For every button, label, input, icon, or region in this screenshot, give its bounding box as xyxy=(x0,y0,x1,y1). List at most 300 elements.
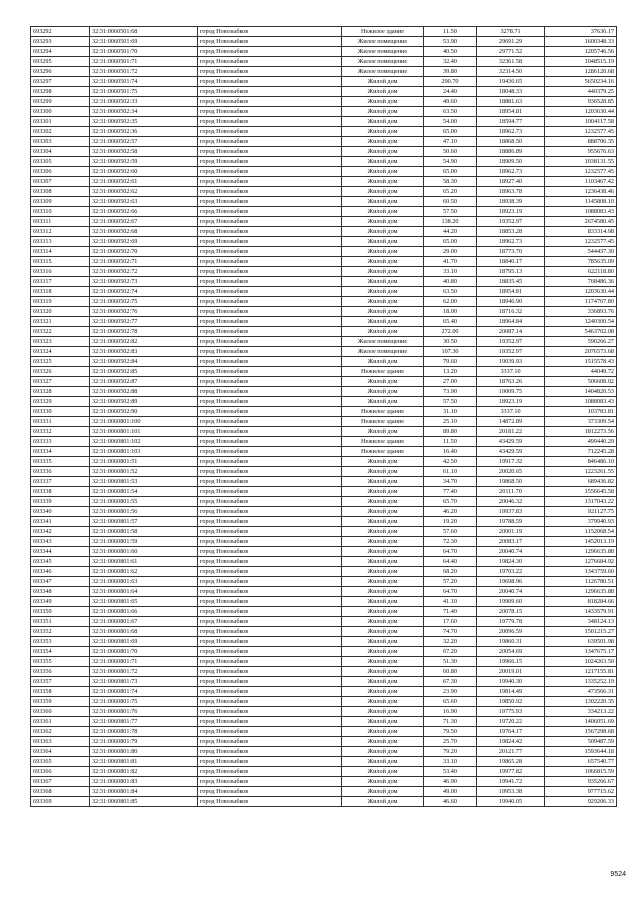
area-cell: 74.70 xyxy=(424,627,477,637)
specific-value-cell: 19953.38 xyxy=(477,787,545,797)
location-cell: город Новозыбков xyxy=(198,97,342,107)
location-cell: город Новозыбков xyxy=(198,117,342,127)
area-cell: 63.50 xyxy=(424,287,477,297)
location-cell: город Новозыбков xyxy=(198,77,342,87)
table-row xyxy=(31,57,617,67)
row-number-cell: 693318 xyxy=(31,287,90,297)
area-cell: 65.00 xyxy=(424,167,477,177)
object-type-cell: Жилой дом xyxy=(342,577,424,587)
row-number-cell: 693316 xyxy=(31,267,90,277)
object-type-cell: Жилое помещение xyxy=(342,337,424,347)
specific-value-cell: 20046.32 xyxy=(477,497,545,507)
cadastral-number-cell: 32:31:0060502:72 xyxy=(90,267,198,277)
object-type-cell: Нежилое здание xyxy=(342,407,424,417)
table-row xyxy=(31,407,617,417)
object-type-cell: Жилой дом xyxy=(342,747,424,757)
specific-value-cell: 19966.15 xyxy=(477,657,545,667)
cadastral-number-cell: 32:31:0060502:62 xyxy=(90,187,198,197)
object-type-cell: Жилой дом xyxy=(342,517,424,527)
location-cell: город Новозыбков xyxy=(198,697,342,707)
cadastral-value-cell: 373309.54 xyxy=(545,417,617,427)
area-cell: 79.50 xyxy=(424,727,477,737)
specific-value-cell: 18927.40 xyxy=(477,177,545,187)
area-cell: 68.20 xyxy=(424,567,477,577)
cadastral-value-cell: 5650234.16 xyxy=(545,77,617,87)
cadastral-number-cell: 32:31:0060502:88 xyxy=(90,387,198,397)
row-number-cell: 693295 xyxy=(31,57,90,67)
cadastral-number-cell: 32:31:0060502:78 xyxy=(90,327,198,337)
cadastral-value-cell: 2076573.68 xyxy=(545,347,617,357)
location-cell: город Новозыбков xyxy=(198,197,342,207)
object-type-cell: Жилой дом xyxy=(342,137,424,147)
table-row xyxy=(31,597,617,607)
cadastral-number-cell: 32:31:0060502:34 xyxy=(90,107,198,117)
location-cell: город Новозыбков xyxy=(198,107,342,117)
cadastral-value-cell: 348124.13 xyxy=(545,617,617,627)
specific-value-cell: 19940.05 xyxy=(477,797,545,807)
object-type-cell: Жилой дом xyxy=(342,657,424,667)
specific-value-cell: 20121.77 xyxy=(477,747,545,757)
table-row xyxy=(31,687,617,697)
cadastral-value-cell: 590266.27 xyxy=(545,337,617,347)
row-number-cell: 693310 xyxy=(31,207,90,217)
specific-value-cell: 19720.22 xyxy=(477,717,545,727)
cadastral-value-cell: 1232577.45 xyxy=(545,167,617,177)
cadastral-value-cell: 1302220.35 xyxy=(545,697,617,707)
table-row xyxy=(31,87,617,97)
table-row xyxy=(31,457,617,467)
area-cell: 46.90 xyxy=(424,777,477,787)
specific-value-cell: 18946.90 xyxy=(477,297,545,307)
cadastral-value-cell: 846486.10 xyxy=(545,457,617,467)
area-cell: 64.70 xyxy=(424,547,477,557)
cadastral-value-cell: 1038131.55 xyxy=(545,157,617,167)
location-cell: город Новозыбков xyxy=(198,457,342,467)
specific-value-cell: 20001.19 xyxy=(477,527,545,537)
specific-value-cell: 19352.97 xyxy=(477,347,545,357)
cadastral-number-cell: 32:31:0060801:59 xyxy=(90,537,198,547)
specific-value-cell: 18923.19 xyxy=(477,207,545,217)
specific-value-cell: 18795.13 xyxy=(477,267,545,277)
row-number-cell: 693365 xyxy=(31,757,90,767)
specific-value-cell: 18964.84 xyxy=(477,317,545,327)
row-number-cell: 693342 xyxy=(31,527,90,537)
location-cell: город Новозыбков xyxy=(198,527,342,537)
row-number-cell: 693344 xyxy=(31,547,90,557)
cadastral-value-cell: 1317043.22 xyxy=(545,497,617,507)
cadastral-number-cell: 32:31:0060502:70 xyxy=(90,247,198,257)
cadastral-value-cell: 1812273.56 xyxy=(545,427,617,437)
cadastral-number-cell: 32:31:0060502:82 xyxy=(90,337,198,347)
table-row xyxy=(31,697,617,707)
cadastral-number-cell: 32:31:0060502:89 xyxy=(90,397,198,407)
object-type-cell: Жилой дом xyxy=(342,177,424,187)
row-number-cell: 693359 xyxy=(31,697,90,707)
table-row xyxy=(31,447,617,457)
table-row xyxy=(31,137,617,147)
area-cell: 57.20 xyxy=(424,577,477,587)
cadastral-value-cell: 929206.33 xyxy=(545,797,617,807)
specific-value-cell: 19698.96 xyxy=(477,577,545,587)
row-number-cell: 693367 xyxy=(31,777,90,787)
cadastral-number-cell: 32:31:0060801:60 xyxy=(90,547,198,557)
area-cell: 19.20 xyxy=(424,517,477,527)
cadastral-number-cell: 32:31:0060502:73 xyxy=(90,277,198,287)
table-row xyxy=(31,497,617,507)
row-number-cell: 693333 xyxy=(31,437,90,447)
location-cell: город Новозыбков xyxy=(198,477,342,487)
object-type-cell: Жилой дом xyxy=(342,477,424,487)
location-cell: город Новозыбков xyxy=(198,537,342,547)
cadastral-value-cell: 1556645.58 xyxy=(545,487,617,497)
cadastral-value-cell: 1205746.56 xyxy=(545,47,617,57)
cadastral-number-cell: 32:31:0060502:59 xyxy=(90,157,198,167)
cadastral-value-cell: 888706.35 xyxy=(545,137,617,147)
specific-value-cell: 3278.71 xyxy=(477,27,545,37)
location-cell: город Новозыбков xyxy=(198,607,342,617)
cadastral-number-cell: 32:31:0060501:72 xyxy=(90,67,198,77)
cadastral-number-cell: 32:31:0060502:77 xyxy=(90,317,198,327)
location-cell: город Новозыбков xyxy=(198,587,342,597)
object-type-cell: Жилой дом xyxy=(342,697,424,707)
cadastral-number-cell: 32:31:0060801:80 xyxy=(90,747,198,757)
cadastral-number-cell: 32:31:0060801:68 xyxy=(90,627,198,637)
location-cell: город Новозыбков xyxy=(198,597,342,607)
cadastral-value-cell: 1343759.60 xyxy=(545,567,617,577)
table-row xyxy=(31,537,617,547)
area-cell: 51.30 xyxy=(424,657,477,667)
object-type-cell: Жилой дом xyxy=(342,317,424,327)
area-cell: 33.10 xyxy=(424,757,477,767)
table-row xyxy=(31,27,617,37)
table-row xyxy=(31,567,617,577)
cadastral-value-cell: 1145808.10 xyxy=(545,197,617,207)
cadastral-number-cell: 32:31:0060801:69 xyxy=(90,637,198,647)
cadastral-number-cell: 32:31:0060801:79 xyxy=(90,737,198,747)
location-cell: город Новозыбков xyxy=(198,557,342,567)
row-number-cell: 693331 xyxy=(31,417,90,427)
table-row xyxy=(31,227,617,237)
object-type-cell: Нежилое здание xyxy=(342,417,424,427)
cadastral-number-cell: 32:31:0060502:69 xyxy=(90,237,198,247)
specific-value-cell: 19824.42 xyxy=(477,737,545,747)
cadastral-value-cell: 1452013.19 xyxy=(545,537,617,547)
row-number-cell: 693332 xyxy=(31,427,90,437)
row-number-cell: 693346 xyxy=(31,567,90,577)
cadastral-value-cell: 37636.17 xyxy=(545,27,617,37)
object-type-cell: Жилой дом xyxy=(342,547,424,557)
cadastral-number-cell: 32:31:0060801:101 xyxy=(90,427,198,437)
area-cell: 16.90 xyxy=(424,707,477,717)
object-type-cell: Жилой дом xyxy=(342,497,424,507)
object-type-cell: Жилой дом xyxy=(342,127,424,137)
row-number-cell: 693354 xyxy=(31,647,90,657)
specific-value-cell: 18594.77 xyxy=(477,117,545,127)
specific-value-cell: 19352.97 xyxy=(477,337,545,347)
area-cell: 11.50 xyxy=(424,437,477,447)
row-number-cell: 693350 xyxy=(31,607,90,617)
row-number-cell: 693328 xyxy=(31,387,90,397)
location-cell: город Новозыбков xyxy=(198,547,342,557)
cadastral-number-cell: 32:31:0060801:56 xyxy=(90,507,198,517)
row-number-cell: 693303 xyxy=(31,137,90,147)
row-number-cell: 693353 xyxy=(31,637,90,647)
cadastral-value-cell: 955676.63 xyxy=(545,147,617,157)
area-cell: 31.10 xyxy=(424,407,477,417)
specific-value-cell: 18868.50 xyxy=(477,137,545,147)
cadastral-value-cell: 334213.22 xyxy=(545,707,617,717)
location-cell: город Новозыбков xyxy=(198,497,342,507)
table-row xyxy=(31,157,617,167)
cadastral-number-cell: 32:31:0060801:76 xyxy=(90,707,198,717)
cadastral-number-cell: 32:31:0060801:51 xyxy=(90,457,198,467)
area-cell: 71.30 xyxy=(424,717,477,727)
location-cell: город Новозыбков xyxy=(198,257,342,267)
object-type-cell: Жилой дом xyxy=(342,537,424,547)
cadastral-value-cell: 689436.82 xyxy=(545,477,617,487)
row-number-cell: 693300 xyxy=(31,107,90,117)
row-number-cell: 693363 xyxy=(31,737,90,747)
cadastral-number-cell: 32:31:0060801:103 xyxy=(90,447,198,457)
specific-value-cell: 18954.81 xyxy=(477,107,545,117)
cadastral-value-cell: 544437.30 xyxy=(545,247,617,257)
object-type-cell: Жилой дом xyxy=(342,457,424,467)
specific-value-cell: 29691.29 xyxy=(477,37,545,47)
area-cell: 41.70 xyxy=(424,257,477,267)
location-cell: город Новозыбков xyxy=(198,407,342,417)
table-row xyxy=(31,107,617,117)
specific-value-cell: 19788.59 xyxy=(477,517,545,527)
row-number-cell: 693326 xyxy=(31,367,90,377)
location-cell: город Новозыбков xyxy=(198,57,342,67)
cadastral-number-cell: 32:31:0060502:63 xyxy=(90,197,198,207)
cadastral-value-cell: 818284.66 xyxy=(545,597,617,607)
area-cell: 77.40 xyxy=(424,487,477,497)
row-number-cell: 693305 xyxy=(31,157,90,167)
row-number-cell: 693313 xyxy=(31,237,90,247)
table-row xyxy=(31,257,617,267)
location-cell: город Новозыбков xyxy=(198,747,342,757)
row-number-cell: 693314 xyxy=(31,247,90,257)
row-number-cell: 693324 xyxy=(31,347,90,357)
row-number-cell: 693368 xyxy=(31,787,90,797)
cadastral-value-cell: 2674580.45 xyxy=(545,217,617,227)
row-number-cell: 693323 xyxy=(31,337,90,347)
cadastral-value-cell: 1296635.88 xyxy=(545,587,617,597)
cadastral-value-cell: 712245.28 xyxy=(545,447,617,457)
cadastral-number-cell: 32:31:0060801:61 xyxy=(90,557,198,567)
row-number-cell: 693309 xyxy=(31,197,90,207)
area-cell: 64.70 xyxy=(424,587,477,597)
object-type-cell: Жилой дом xyxy=(342,527,424,537)
object-type-cell: Жилой дом xyxy=(342,667,424,677)
specific-value-cell: 19860.31 xyxy=(477,637,545,647)
area-cell: 46.60 xyxy=(424,797,477,807)
object-type-cell: Жилой дом xyxy=(342,97,424,107)
cadastral-number-cell: 32:31:0060801:71 xyxy=(90,657,198,667)
row-number-cell: 693339 xyxy=(31,497,90,507)
cadastral-value-cell: 1004117.58 xyxy=(545,117,617,127)
cadastral-value-cell: 1217155.81 xyxy=(545,667,617,677)
cadastral-value-cell: 336893.76 xyxy=(545,307,617,317)
area-cell: 57.50 xyxy=(424,207,477,217)
object-type-cell: Жилое помещение xyxy=(342,47,424,57)
table-row xyxy=(31,757,617,767)
row-number-cell: 693329 xyxy=(31,397,90,407)
specific-value-cell: 20083.17 xyxy=(477,537,545,547)
location-cell: город Новозыбков xyxy=(198,507,342,517)
location-cell: город Новозыбков xyxy=(198,567,342,577)
table-row xyxy=(31,527,617,537)
object-type-cell: Нежилое здание xyxy=(342,447,424,457)
object-type-cell: Жилой дом xyxy=(342,507,424,517)
row-number-cell: 693361 xyxy=(31,717,90,727)
table-row xyxy=(31,337,617,347)
object-type-cell: Жилой дом xyxy=(342,247,424,257)
location-cell: город Новозыбков xyxy=(198,467,342,477)
table-row xyxy=(31,367,617,377)
area-cell: 65.70 xyxy=(424,497,477,507)
cadastral-value-cell: 1236438.46 xyxy=(545,187,617,197)
table-row xyxy=(31,47,617,57)
specific-value-cell: 19436.65 xyxy=(477,77,545,87)
location-cell: город Новозыбков xyxy=(198,627,342,637)
object-type-cell: Жилой дом xyxy=(342,357,424,367)
table-row xyxy=(31,417,617,427)
area-cell: 63.50 xyxy=(424,107,477,117)
location-cell: город Новозыбков xyxy=(198,757,342,767)
object-type-cell: Жилой дом xyxy=(342,777,424,787)
specific-value-cell: 19352.97 xyxy=(477,217,545,227)
specific-value-cell: 18938.39 xyxy=(477,197,545,207)
table-row xyxy=(31,277,617,287)
cadastral-number-cell: 32:31:0060801:73 xyxy=(90,677,198,687)
cadastral-value-cell: 1088083.43 xyxy=(545,397,617,407)
area-cell: 50.60 xyxy=(424,147,477,157)
location-cell: город Новозыбков xyxy=(198,447,342,457)
object-type-cell: Жилой дом xyxy=(342,797,424,807)
object-type-cell: Нежилое здание xyxy=(342,367,424,377)
location-cell: город Новозыбков xyxy=(198,377,342,387)
location-cell: город Новозыбков xyxy=(198,247,342,257)
area-cell: 17.60 xyxy=(424,617,477,627)
cadastral-value-cell: 1203630.44 xyxy=(545,107,617,117)
area-cell: 290.70 xyxy=(424,77,477,87)
area-cell: 32.20 xyxy=(424,637,477,647)
specific-value-cell: 18853.28 xyxy=(477,227,545,237)
area-cell: 11.50 xyxy=(424,27,477,37)
cadastral-number-cell: 32:31:0060502:35 xyxy=(90,117,198,127)
area-cell: 67.30 xyxy=(424,677,477,687)
table-row xyxy=(31,637,617,647)
location-cell: город Новозыбков xyxy=(198,767,342,777)
cadastral-value-cell: 1048515.19 xyxy=(545,57,617,67)
location-cell: город Новозыбков xyxy=(198,127,342,137)
specific-value-cell: 29771.52 xyxy=(477,47,545,57)
specific-value-cell: 18840.17 xyxy=(477,257,545,267)
object-type-cell: Жилой дом xyxy=(342,567,424,577)
row-number-cell: 693364 xyxy=(31,747,90,757)
table-row xyxy=(31,617,617,627)
object-type-cell: Жилой дом xyxy=(342,297,424,307)
cadastral-value-cell: 44049.72 xyxy=(545,367,617,377)
area-cell: 25.10 xyxy=(424,417,477,427)
cadastral-value-cell: 1276684.92 xyxy=(545,557,617,567)
location-cell: город Новозыбков xyxy=(198,317,342,327)
location-cell: город Новозыбков xyxy=(198,787,342,797)
specific-value-cell: 19850.92 xyxy=(477,697,545,707)
object-type-cell: Жилой дом xyxy=(342,557,424,567)
location-cell: город Новозыбков xyxy=(198,327,342,337)
location-cell: город Новозыбков xyxy=(198,27,342,37)
cadastral-value-cell: 379940.93 xyxy=(545,517,617,527)
object-type-cell: Жилой дом xyxy=(342,617,424,627)
cadastral-value-cell: 1223261.55 xyxy=(545,467,617,477)
cadastral-value-cell: 499440.29 xyxy=(545,437,617,447)
row-number-cell: 693355 xyxy=(31,657,90,667)
cadastral-number-cell: 32:31:0060502:75 xyxy=(90,297,198,307)
row-number-cell: 693293 xyxy=(31,37,90,47)
location-cell: город Новозыбков xyxy=(198,707,342,717)
object-type-cell: Жилой дом xyxy=(342,217,424,227)
area-cell: 33.10 xyxy=(424,267,477,277)
object-type-cell: Жилое помещение xyxy=(342,347,424,357)
table-row xyxy=(31,307,617,317)
cadastral-value-cell: 1088083.43 xyxy=(545,207,617,217)
table-row xyxy=(31,397,617,407)
row-number-cell: 693336 xyxy=(31,467,90,477)
area-cell: 65.40 xyxy=(424,317,477,327)
cadastral-value-cell: 5463702.08 xyxy=(545,327,617,337)
table-row xyxy=(31,167,617,177)
table-row xyxy=(31,467,617,477)
row-number-cell: 693349 xyxy=(31,597,90,607)
table-row xyxy=(31,177,617,187)
location-cell: город Новозыбков xyxy=(198,777,342,787)
location-cell: город Новозыбков xyxy=(198,37,342,47)
table-row xyxy=(31,427,617,437)
specific-value-cell: 19868.50 xyxy=(477,477,545,487)
object-type-cell: Жилое помещение xyxy=(342,37,424,47)
row-number-cell: 693296 xyxy=(31,67,90,77)
object-type-cell: Жилой дом xyxy=(342,627,424,637)
table-row xyxy=(31,627,617,637)
row-number-cell: 693320 xyxy=(31,307,90,317)
cadastral-value-cell: 1406051.69 xyxy=(545,717,617,727)
cadastral-number-cell: 32:31:0060801:58 xyxy=(90,527,198,537)
specific-value-cell: 18963.78 xyxy=(477,187,545,197)
row-number-cell: 693304 xyxy=(31,147,90,157)
location-cell: город Новозыбков xyxy=(198,417,342,427)
cadastral-value-cell: 1203630.44 xyxy=(545,287,617,297)
location-cell: город Новозыбков xyxy=(198,287,342,297)
row-number-cell: 693306 xyxy=(31,167,90,177)
cadastral-value-cell: 977715.62 xyxy=(545,787,617,797)
cadastral-number-cell: 32:31:0060501:74 xyxy=(90,77,198,87)
table-row xyxy=(31,387,617,397)
location-cell: город Новозыбков xyxy=(198,617,342,627)
cadastral-number-cell: 32:31:0060501:69 xyxy=(90,37,198,47)
table-row xyxy=(31,197,617,207)
cadastral-number-cell: 32:31:0060801:52 xyxy=(90,467,198,477)
cadastral-value-cell: 833314.98 xyxy=(545,227,617,237)
row-number-cell: 693362 xyxy=(31,727,90,737)
cadastral-value-cell: 936528.85 xyxy=(545,97,617,107)
specific-value-cell: 32314.50 xyxy=(477,67,545,77)
area-cell: 65.00 xyxy=(424,237,477,247)
row-number-cell: 693317 xyxy=(31,277,90,287)
object-type-cell: Жилой дом xyxy=(342,307,424,317)
